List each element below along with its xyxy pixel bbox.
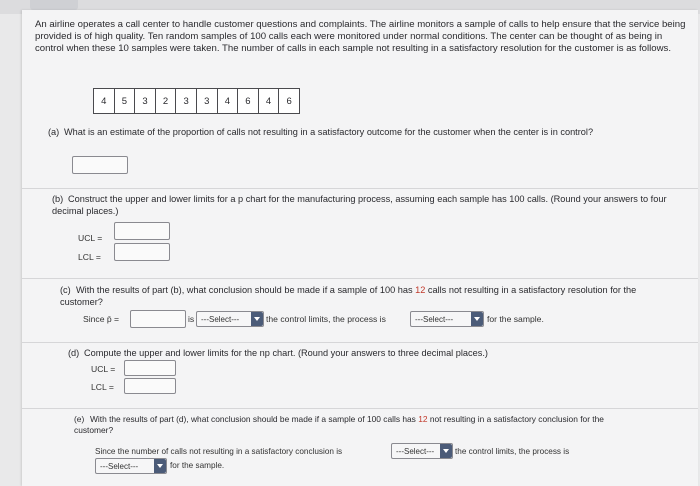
- sample-cell: 3: [176, 89, 197, 113]
- c-is-label: is: [188, 314, 195, 324]
- question-b-letter: (b): [52, 194, 64, 204]
- e-select-2-value: ---Select---: [100, 461, 139, 471]
- sample-cell: 3: [135, 89, 156, 113]
- d-ucl-label: UCL =: [91, 364, 116, 374]
- sample-cell: 5: [115, 89, 136, 113]
- c-select-2-value: ---Select---: [415, 314, 454, 324]
- sample-cell: 4: [259, 89, 280, 113]
- browser-tab[interactable]: [30, 0, 78, 10]
- c-since-label: Since p̄ =: [83, 314, 120, 324]
- c-middle-label: the control limits, the process is: [266, 314, 386, 324]
- chevron-down-icon: [154, 459, 166, 473]
- chevron-down-icon: [440, 444, 452, 458]
- e-select-2[interactable]: [95, 458, 167, 474]
- question-d-letter: (d): [68, 348, 80, 358]
- sample-cell: 4: [94, 89, 115, 113]
- question-b: [52, 193, 682, 217]
- e-middle-label: the control limits, the process is: [455, 447, 570, 456]
- d-lcl-label: LCL =: [91, 382, 114, 392]
- divider: [22, 342, 698, 343]
- sample-cell: 3: [197, 89, 218, 113]
- b-lcl-label: LCL =: [78, 252, 101, 262]
- question-c-text-pre: With the results of part (b), what conclusion should be made if a sample of 100 has: [76, 285, 416, 295]
- sample-cell: 6: [238, 89, 259, 113]
- answer-d-ucl-input[interactable]: [124, 360, 176, 376]
- question-a-letter: (a): [48, 127, 60, 137]
- question-a: [48, 126, 678, 138]
- question-sheet: [22, 10, 698, 486]
- question-e-highlight: 12: [418, 414, 428, 424]
- question-e-text-pre: With the results of part (d), what conclusion should be made if a sample of 100 calls has: [90, 414, 419, 424]
- e-tail-label: for the sample.: [170, 461, 225, 470]
- c-select-2[interactable]: [410, 311, 484, 327]
- e-select-1[interactable]: [391, 443, 453, 459]
- c-select-1[interactable]: [196, 311, 264, 327]
- question-c-letter: (c): [60, 285, 71, 295]
- question-b-text: Construct the upper and lower limits for a p chart for the manufacturing process, assuming each sample has 100 calls. (Round your answers to four decimal places.): [52, 194, 667, 216]
- answer-a-input[interactable]: [72, 156, 128, 174]
- divider: [22, 278, 698, 279]
- question-e-letter: (e): [74, 414, 85, 424]
- question-e: [74, 414, 634, 435]
- problem-intro: An airline operates a call center to handle customer questions and complaints. The airline monitors a sample of calls to help ensure that the service being provided is of high quality. Ten random samples of 100 calls each were monitored under normal conditions. The center can be thought of as being in control when these 10 samples were taken. The number of calls in each sample not resulting in a satisfactory resolution for the customer is as follows.: [35, 19, 686, 55]
- question-c-highlight: 12: [415, 285, 426, 295]
- answer-b-ucl-input[interactable]: [114, 222, 170, 240]
- chevron-down-icon: [471, 312, 483, 326]
- c-select-1-value: ---Select---: [201, 314, 240, 324]
- samples-table: [93, 88, 300, 114]
- divider: [22, 408, 698, 409]
- sample-cell: 4: [218, 89, 239, 113]
- question-c-text-post: calls not resulting in a satisfactory resolution for the customer?: [60, 285, 637, 307]
- answer-b-lcl-input[interactable]: [114, 243, 170, 261]
- b-ucl-label: UCL =: [78, 233, 103, 243]
- sample-cell: 6: [286, 95, 292, 107]
- c-tail-label: for the sample.: [487, 314, 544, 324]
- question-d-text: Compute the upper and lower limits for the np chart. (Round your answers to three decimal places.): [84, 348, 488, 358]
- chevron-down-icon: [251, 312, 263, 326]
- e-since-text: Since the number of calls not resulting in a satisfactory conclusion is: [95, 447, 343, 456]
- divider: [22, 188, 698, 189]
- answer-d-lcl-input[interactable]: [124, 378, 176, 394]
- question-d: [68, 347, 678, 359]
- sample-cell: 2: [156, 89, 177, 113]
- question-c: [60, 284, 670, 308]
- e-select-1-value: ---Select---: [396, 446, 435, 456]
- answer-c-pbar-input[interactable]: [130, 310, 186, 328]
- question-e-text-post: not resulting in a satisfactory conclusion for the customer?: [74, 414, 604, 435]
- question-a-text: What is an estimate of the proportion of calls not resulting in a satisfactory outcome for the customer when the center is in control?: [64, 127, 594, 137]
